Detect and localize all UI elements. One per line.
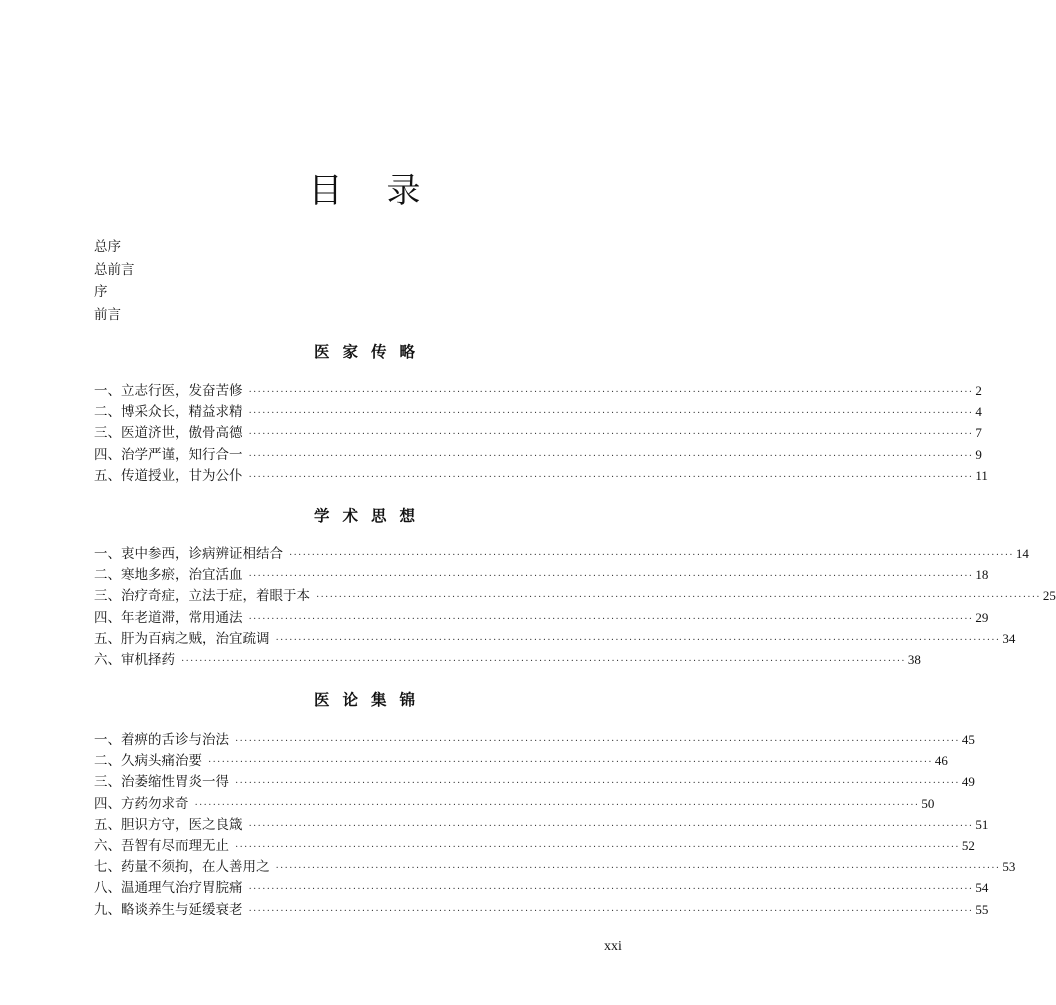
toc-entry[interactable] <box>94 793 935 814</box>
toc-entry-label: 四、方药勿求奇 <box>94 795 189 812</box>
toc-entry-page: 34 <box>1002 630 1016 646</box>
leader-dots: ································································································································································ <box>235 736 960 747</box>
toc-entry-label: 八、温通理气治疗胃脘痛 <box>94 880 243 897</box>
leader-dots: ································································································································································ <box>248 450 974 462</box>
front-matter-item[interactable]: 前言 <box>94 306 121 323</box>
section-heading: 医家传略 <box>313 342 428 361</box>
leader-dots: ································································································································································ <box>181 655 906 667</box>
toc-entry[interactable] <box>94 628 1016 649</box>
leader-dots: ································································································································································ <box>316 592 1041 604</box>
toc-entry[interactable] <box>94 465 988 486</box>
leader-dots: ································································································································································ <box>248 884 974 896</box>
toc-entry[interactable] <box>94 899 989 920</box>
toc-entry-page: 52 <box>961 837 975 853</box>
toc-entry-page: 50 <box>921 795 935 811</box>
toc-entry-page: 51 <box>975 816 989 832</box>
leader-dots: ································································································································································ <box>248 613 974 625</box>
toc-entry-page: 55 <box>975 901 989 917</box>
toc-entry-page: 54 <box>975 880 989 896</box>
page-number: xxi <box>604 939 622 954</box>
toc-entry-label: 三、治萎缩性胃炎一得 <box>94 774 229 791</box>
toc-entry-label: 五、肝为百病之贼，治宜疏调 <box>94 630 270 647</box>
toc-entry[interactable] <box>94 564 989 585</box>
toc-entry[interactable] <box>94 750 948 771</box>
toc-entry-label: 五、胆识方守，医之良箴 <box>94 816 243 833</box>
toc-entry[interactable] <box>94 835 975 856</box>
toc-entry[interactable] <box>94 543 1029 564</box>
leader-dots: ································································································································································ <box>208 757 933 769</box>
toc-entry-page: 2 <box>975 383 982 398</box>
toc-entry-label: 五、传道授业，甘为公仆 <box>94 467 243 484</box>
leader-dots: ································································································································································ <box>194 799 920 811</box>
toc-entry-page: 29 <box>975 609 989 625</box>
toc-entry-page: 4 <box>975 404 982 420</box>
toc-entry-label: 二、博采众长，精益求精 <box>94 404 243 421</box>
toc-entry-page: 18 <box>975 567 989 583</box>
toc-list <box>94 380 988 486</box>
toc-entry-page: 46 <box>934 753 948 769</box>
toc-entry[interactable] <box>94 585 1056 606</box>
toc-list <box>94 729 1016 920</box>
toc-entry-page: 49 <box>961 774 975 790</box>
leader-dots: ································································································································································ <box>248 905 974 917</box>
toc-entry[interactable] <box>94 729 975 750</box>
toc-entry[interactable] <box>94 422 982 443</box>
toc-entry-page: 7 <box>975 425 982 441</box>
toc-entry[interactable] <box>94 771 975 792</box>
section-heading: 学术思想 <box>313 506 428 525</box>
front-matter-item[interactable]: 总前言 <box>94 261 135 278</box>
leader-dots: ································································································································································ <box>275 634 1001 646</box>
toc-entry[interactable] <box>94 856 1016 877</box>
leader-dots: ································································································································································ <box>275 863 1001 875</box>
toc-entry-label: 一、立志行医，发奋苦修 <box>94 383 243 399</box>
toc-entry-label: 三、医道济世，傲骨高德 <box>94 425 243 442</box>
leader-dots: ································································································································································ <box>248 408 974 420</box>
toc-entry-page: 14 <box>1015 546 1029 561</box>
section-heading: 医论集锦 <box>313 690 428 709</box>
toc-entry-label: 六、吾智有尽而理无止 <box>94 837 229 854</box>
toc-entry-page: 45 <box>961 732 975 747</box>
toc-entry-page: 11 <box>975 467 988 483</box>
toc-entry-page: 53 <box>1002 859 1016 875</box>
toc-entry-label: 四、治学严谨，知行合一 <box>94 446 243 463</box>
toc-entry[interactable] <box>94 814 989 835</box>
toc-entry-label: 四、年老道滞，常用通法 <box>94 609 243 626</box>
leader-dots: ································································································································································ <box>248 471 974 483</box>
toc-list <box>94 543 1056 670</box>
leader-dots: ································································································································································ <box>248 820 974 832</box>
toc-entry-page: 9 <box>975 446 982 462</box>
toc-entry[interactable] <box>94 401 982 422</box>
toc-entry-page: 25 <box>1042 588 1056 604</box>
toc-entry[interactable] <box>94 649 921 670</box>
toc-entry-label: 二、寒地多瘀，治宜活血 <box>94 567 243 584</box>
toc-entry[interactable] <box>94 607 989 628</box>
page-title: 目录 <box>308 171 465 211</box>
leader-dots: ································································································································································ <box>248 387 974 398</box>
leader-dots: ································································································································································ <box>289 550 1014 561</box>
front-matter-item[interactable]: 序 <box>94 284 108 300</box>
toc-entry-label: 二、久病头痛治要 <box>94 753 202 770</box>
toc-entry-label: 一、着痹的舌诊与治法 <box>94 732 229 748</box>
leader-dots: ································································································································································ <box>235 778 960 790</box>
front-matter-list <box>94 236 135 326</box>
toc-entry-label: 三、治疗奇症，立法于症，着眼于本 <box>94 588 310 605</box>
toc-entry-label: 六、审机择药 <box>94 651 175 668</box>
leader-dots: ································································································································································ <box>248 429 974 441</box>
toc-entry-page: 38 <box>907 651 921 667</box>
toc-entry[interactable] <box>94 380 982 401</box>
front-matter-item[interactable]: 总序 <box>94 239 121 255</box>
toc-entry[interactable] <box>94 877 989 898</box>
toc-entry-label: 七、药量不须拘，在人善用之 <box>94 859 270 876</box>
leader-dots: ································································································································································ <box>248 571 974 583</box>
leader-dots: ································································································································································ <box>235 841 960 853</box>
toc-entry-label: 九、略谈养生与延缓衰老 <box>94 901 243 918</box>
toc-entry[interactable] <box>94 444 982 465</box>
toc-entry-label: 一、衷中参西，诊病辨证相结合 <box>94 546 283 562</box>
